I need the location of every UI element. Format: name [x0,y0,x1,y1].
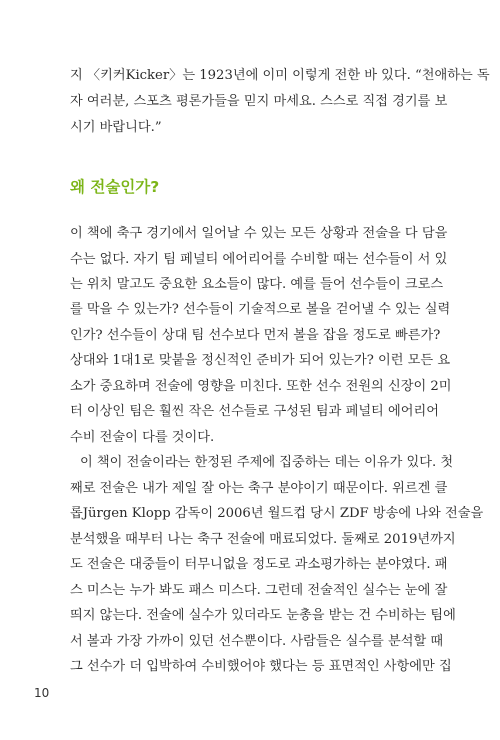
body-line: 수비 전술이 다를 것이다. [70,430,215,445]
body-line: 스 미스는 누가 봐도 패스 미스다. 그런데 전술적인 실수는 눈에 잘 [70,583,448,598]
body-line: 를 막을 수 있는가? 선수들이 기술적으로 볼을 걷어낼 수 있는 실력 [70,302,451,317]
page-number: 10 [34,686,50,700]
body-line: 이 책이 전술이라는 한정된 주제에 집중하는 데는 이유가 있다. 첫 [80,455,454,470]
body-line: 그 선수가 더 입박하여 수비했어야 했다는 등 표면적인 사항에만 집 [70,659,452,674]
body-line: 인가? 선수들이 상대 팀 선수보다 먼저 볼을 잡을 정도로 빠른가? [70,328,441,343]
body-line: 도 전술은 대중들이 터무니없을 정도로 과소평가하는 분야였다. 패 [70,557,448,572]
body-line: 는 위치 말고도 중요한 요소들이 많다. 예를 들어 선수들이 크로스 [70,277,444,292]
body-line: 수는 없다. 자기 팀 페널티 에어리어를 수비할 때는 선수들이 서 있 [70,252,448,267]
intro-line: 자 여러분, 스포츠 평론가들을 믿지 마세요. 스스로 직접 경기를 보 [70,94,448,109]
body-line: 째로 전술은 내가 제일 잘 아는 축구 분야이기 때문이다. 위르겐 클 [70,481,448,496]
section-heading: 왜 전술인가? [70,178,160,196]
body-line: 서 볼과 가장 가까이 있던 선수뿐이다. 사람들은 실수를 분석할 때 [70,634,444,649]
intro-line: 시기 바랍니다.” [70,120,162,135]
body-line: 소가 중요하며 전술에 영향을 미친다. 또한 선수 전원의 신장이 2미 [70,379,452,394]
body-line: 상대와 1대1로 맞붙을 정신적인 준비가 되어 있는가? 이런 모든 요 [70,353,451,368]
body-line: 분석했을 때부터 나는 축구 전술에 매료되었다. 둘째로 2019년까지 [70,532,456,547]
body-line: 띄지 않는다. 전술에 실수가 있더라도 눈총을 받는 건 수비하는 팀에 [70,608,456,623]
intro-line: 지 〈키커Kicker〉는 1923년에 이미 이렇게 전한 바 있다. “천애하는 독 [70,68,490,83]
body-line: 터 이상인 팀은 훨씬 작은 선수들로 구성된 팀과 페널티 에어리어 [70,404,439,419]
body-line: 롭Jürgen Klopp 감독이 2006년 월드컵 당시 ZDF 방송에 나와 전술을 [70,506,484,521]
body-line: 이 책에 축구 경기에서 일어날 수 있는 모든 상황과 전술을 다 담을 [70,226,448,241]
